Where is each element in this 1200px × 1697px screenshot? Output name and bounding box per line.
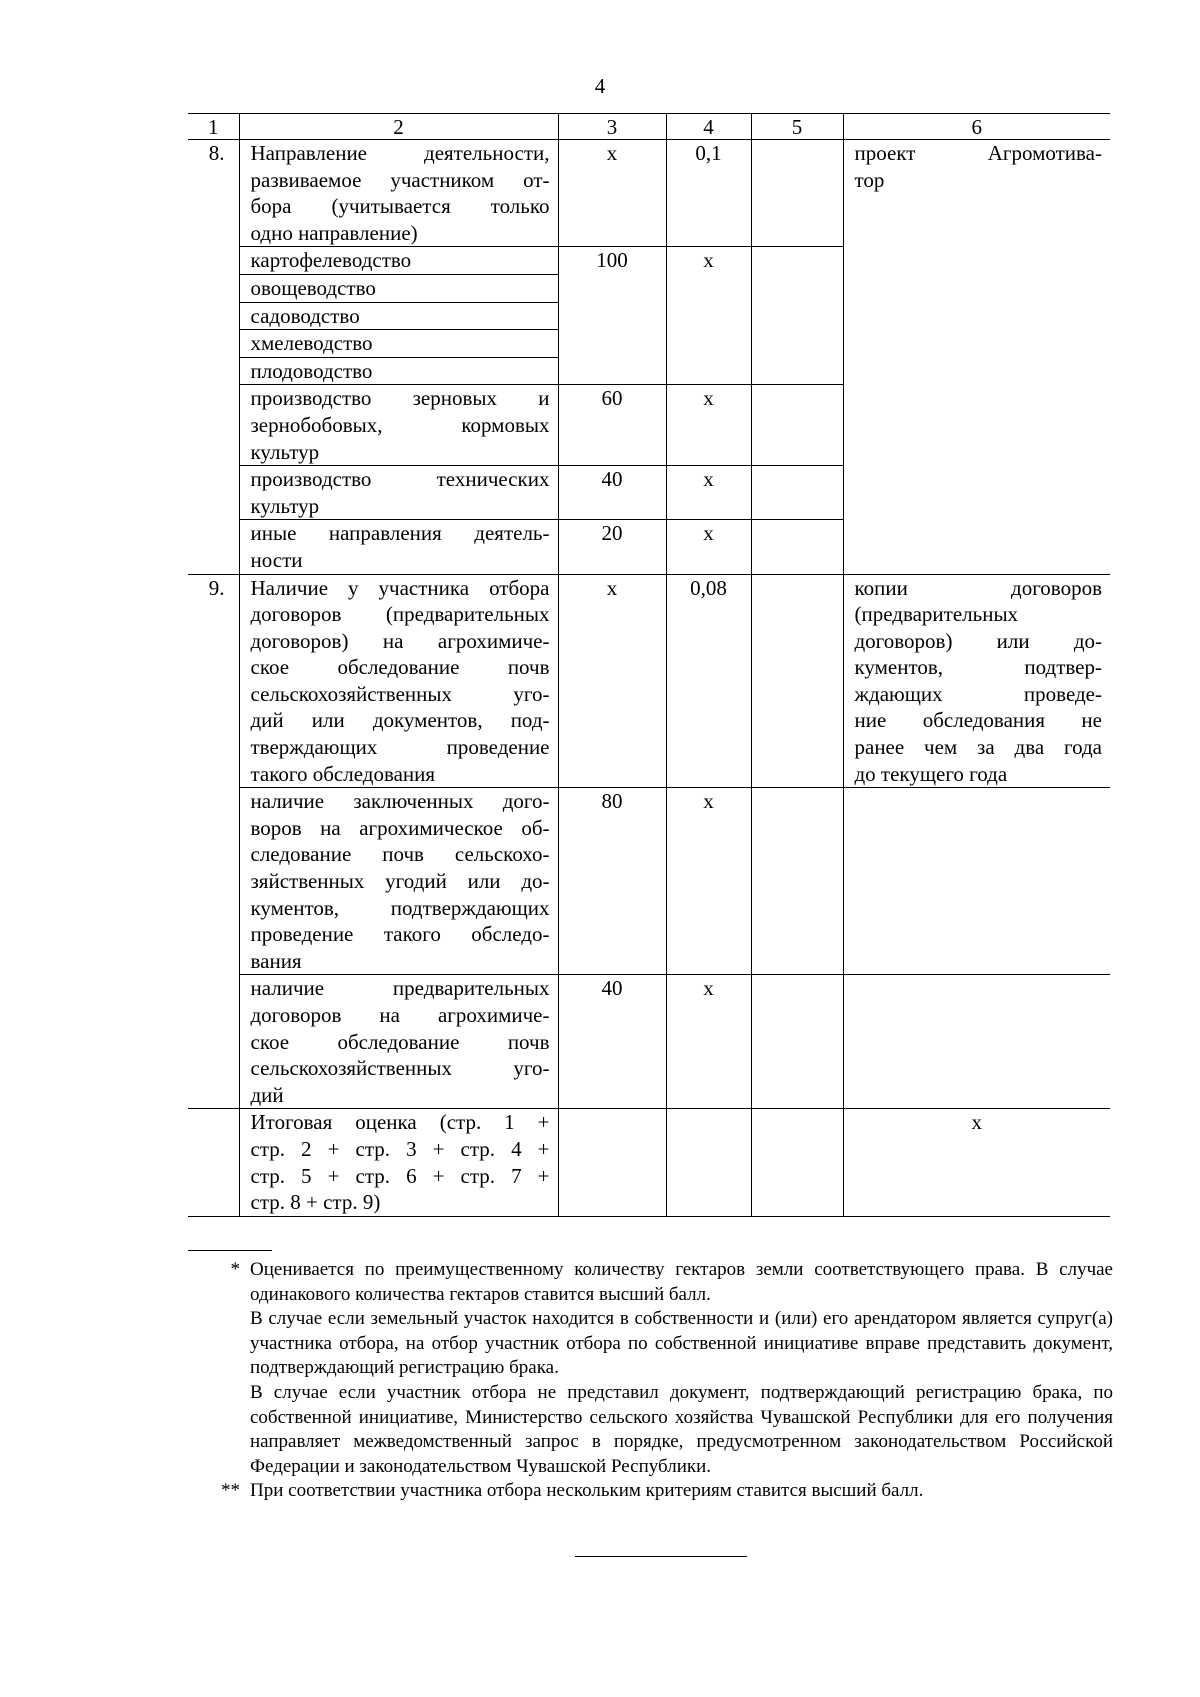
total-label: Итоговая оценка (стр. 1 + стр. 2 + стр. 3 + стр. 4 + стр. 5 + стр. 6 + стр. 7 + стр. 8 + стр. 9) xyxy=(239,1109,558,1216)
group-col-3: 100 xyxy=(558,247,666,385)
subrow-col-5 xyxy=(751,466,843,520)
footnote-1 xyxy=(188,1258,1113,1479)
footnote-paragraph: При соответствии участника отбора нескольким критериям ставится высший балл. xyxy=(250,1480,924,1502)
row-9-col-6: копии договоров (предварительных договоров) или до- кументов, подтвер- ждающих проведе- ние обследования не ранее чем за два года до текущего года xyxy=(843,574,1110,788)
header-col-1: 1 xyxy=(188,114,239,140)
subrow-label: хмелеводство xyxy=(239,330,558,358)
subrow-label: иные направления деятель- ности xyxy=(239,520,558,574)
footnote-2 xyxy=(188,1479,1113,1504)
subrow-col-3: 40 xyxy=(558,975,666,1109)
subrow-label: наличие заключенных дого- воров на агрохимическое об- следование почв сельскохо- зяйственных угодий или до- кументов, подтверждающих проведение такого обследо- вания xyxy=(239,788,558,975)
footnotes xyxy=(188,1258,1113,1504)
header-col-5: 5 xyxy=(751,114,843,140)
subrow-col-4: х xyxy=(666,520,751,574)
total-col-4 xyxy=(666,1109,751,1216)
subrow-col-5 xyxy=(751,788,843,975)
footnote-separator xyxy=(188,1250,272,1251)
header-col-6: 6 xyxy=(843,114,1110,140)
subrow-col-3: 60 xyxy=(558,385,666,466)
total-col-6: х xyxy=(843,1109,1110,1216)
table-row-9 xyxy=(188,574,1110,788)
subrow-col-3: 80 xyxy=(558,788,666,975)
subrow-col-4: х xyxy=(666,385,751,466)
end-separator xyxy=(575,1556,747,1557)
header-col-2: 2 xyxy=(239,114,558,140)
text-line: Направление деятельности, xyxy=(250,141,550,165)
subrow-col-4: х xyxy=(666,466,751,520)
total-col-5 xyxy=(751,1109,843,1216)
table-header-row xyxy=(188,114,1110,140)
footnote-paragraph: В случае если земельный участок находится в собственности и (или) его арендатором является супруг(а) участника отбора, на отбор участник отбора по собственной инициативе вправе представить документ, подтверждающий регистрацию брака. xyxy=(250,1308,1113,1379)
row-9-title: Наличие у участника отбора договоров (предварительных договоров) на агрохимиче- ское обследование почв сельскохозяйственных уго- дий или документов, под- тверждающих проведение такого обследования xyxy=(239,574,558,788)
subrow-col-5 xyxy=(751,520,843,574)
subrow-label: наличие предварительных договоров на агрохимиче- ское обследование почв сельскохозяйственных уго- дий xyxy=(239,975,558,1109)
subrow-label: производство технических культур xyxy=(239,466,558,520)
subrow-col-3: 40 xyxy=(558,466,666,520)
footnote-mark: ** xyxy=(221,1480,240,1502)
footnote-mark: * xyxy=(230,1259,240,1280)
row-8-col-3: х xyxy=(558,140,666,247)
subrow-label: производство зерновых и зернобобовых, кормовых культур xyxy=(239,385,558,466)
header-col-3: 3 xyxy=(558,114,666,140)
row-8-col-6 xyxy=(843,140,1110,575)
text-line: развиваемое участником от- xyxy=(250,167,550,192)
criteria-table xyxy=(188,113,1110,1217)
table-row-total xyxy=(188,1109,1110,1216)
text-line: одно направление) xyxy=(250,220,418,245)
subrow-label: овощеводство xyxy=(239,274,558,302)
row-9-col-4: 0,08 xyxy=(666,574,751,788)
row-9-col-5 xyxy=(751,574,843,788)
subrow-col-5 xyxy=(751,975,843,1109)
total-col-3 xyxy=(558,1109,666,1216)
text-line: тор xyxy=(854,167,885,192)
footnote-paragraph: Оценивается по преимущественному количеству гектаров земли соответствующего права. В случае одинакового количества гектаров ставится высший балл. xyxy=(250,1259,1113,1305)
table-row-8 xyxy=(188,140,1110,247)
page-number: 4 xyxy=(594,74,606,98)
subrow-col-4: х xyxy=(666,975,751,1109)
subrow-col-4: х xyxy=(666,788,751,975)
row-8-col-5 xyxy=(751,140,843,247)
text-line: бора (учитывается только xyxy=(250,194,550,219)
text-line: проект Агромотива- xyxy=(854,141,1102,165)
subrow-label: картофелеводство xyxy=(239,247,558,275)
group-col-4: х xyxy=(666,247,751,385)
subrow-col-5 xyxy=(751,385,843,466)
subrow-label: садоводство xyxy=(239,302,558,330)
subrow-col-6 xyxy=(843,788,1110,975)
row-8-col-4: 0,1 xyxy=(666,140,751,247)
row-9-col-3: х xyxy=(558,574,666,788)
table-subrow xyxy=(188,975,1110,1109)
row-8-title xyxy=(239,140,558,247)
subrow-col-3: 20 xyxy=(558,520,666,574)
header-col-4: 4 xyxy=(666,114,751,140)
subrow-col-6 xyxy=(843,975,1110,1109)
row-8-number: 8. xyxy=(208,141,225,165)
footnote-paragraph: В случае если участник отбора не представил документ, подтверждающий регистрацию брака, по собственной инициативе, Министерство сельского хозяйства Чувашской Республики для его получения направляет межведомственный запрос в порядке, предусмотренном законодательством Российской Федерации и законодательством Чувашской Республики. xyxy=(250,1381,1113,1477)
row-9-number: 9. xyxy=(188,574,239,1109)
table-subrow xyxy=(188,788,1110,975)
total-number xyxy=(188,1109,239,1216)
subrow-label: плодоводство xyxy=(239,357,558,385)
group-col-5 xyxy=(751,247,843,385)
